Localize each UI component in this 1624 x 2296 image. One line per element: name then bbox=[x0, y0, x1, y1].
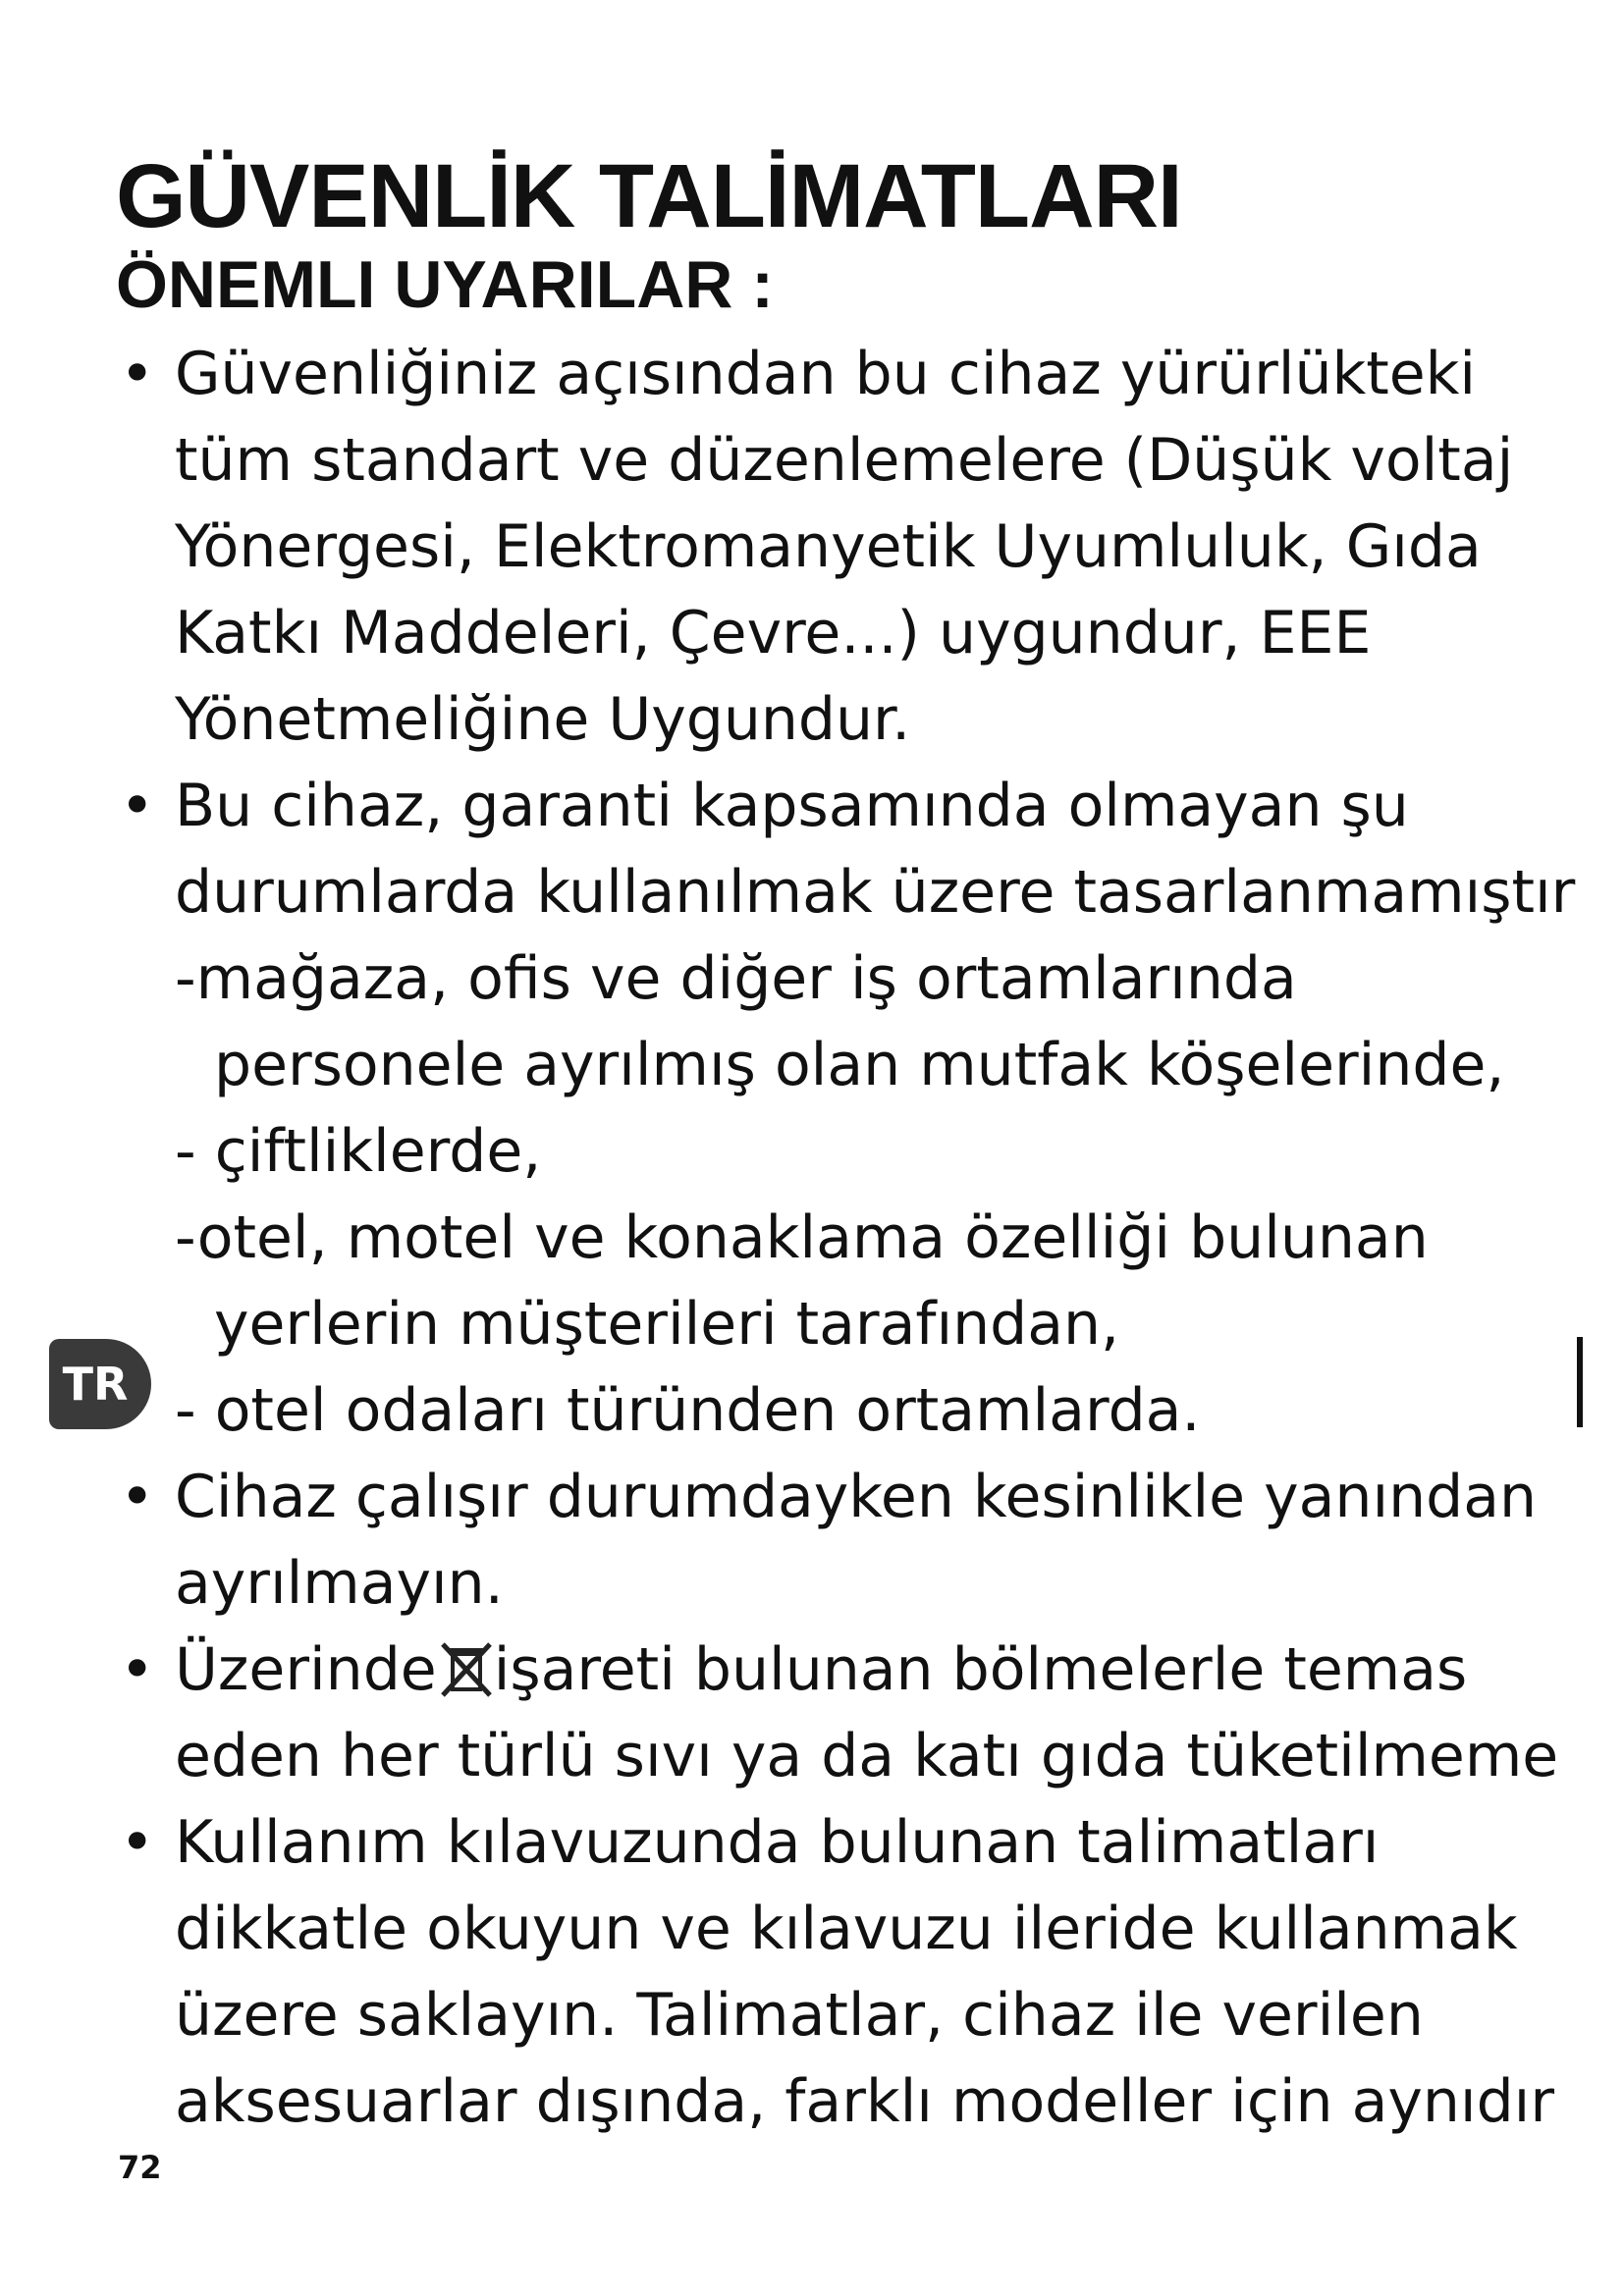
text-line: durumlarda kullanılmak üzere tasarlanmamıştır bbox=[175, 858, 1576, 927]
text-line: Yönergesi, Elektromanyetik Uyumluluk, Gıda bbox=[175, 512, 1482, 581]
text-line: yerlerin müşterileri tarafından, bbox=[214, 1290, 1120, 1359]
text-segment: Üzerinde bbox=[175, 1635, 437, 1704]
bullet: • bbox=[120, 1463, 155, 1531]
text-line: aksesuarlar dışında, farklı modeller için aynıdır bbox=[175, 2067, 1554, 2136]
subtitle: ÖNEMLI UYARILAR : bbox=[116, 247, 774, 322]
text-line: - çiftliklerde, bbox=[175, 1117, 542, 1186]
body-text bbox=[0, 332, 1624, 2148]
text-line: üzere saklayın. Talimatlar, cihaz ile verilen bbox=[175, 1981, 1424, 2050]
text-line: - otel odaları türünden ortamlarda. bbox=[175, 1376, 1201, 1445]
text-line bbox=[175, 1628, 1467, 1712]
text-line: Güvenliğiniz açısından bu cihaz yürürlükteki bbox=[175, 340, 1477, 408]
text-line: Bu cihaz, garanti kapsamında olmayan şu bbox=[175, 772, 1409, 840]
text-line: tüm standart ve düzenlemelere (Düşük voltaj bbox=[175, 426, 1514, 495]
text-line: dikkatle okuyun ve kılavuzu ileride kullanmak bbox=[175, 1895, 1518, 1963]
bullet: • bbox=[120, 1808, 155, 1877]
text-segment: işareti bulunan bölmelerle temas bbox=[493, 1635, 1468, 1704]
language-tab: TR bbox=[49, 1339, 151, 1429]
text-line: Kullanım kılavuzunda bulunan talimatları bbox=[175, 1808, 1380, 1877]
page-number: 72 bbox=[118, 2149, 162, 2186]
margin-mark bbox=[1577, 1337, 1583, 1427]
text-line: Yönetmeliğine Uygundur. bbox=[175, 685, 911, 754]
crossed-out-bin-icon bbox=[441, 1640, 492, 1697]
text-line: -mağaza, ofis ve diğer iş ortamlarında bbox=[175, 944, 1297, 1013]
page-title: GÜVENLİK TALİMATLARI bbox=[116, 146, 1182, 246]
text-line: personele ayrılmış olan mutfak köşelerinde, bbox=[214, 1031, 1505, 1099]
bullet: • bbox=[120, 772, 155, 840]
text-line: eden her türlü sıvı ya da katı gıda tüketilmeme bbox=[175, 1722, 1559, 1790]
text-line: ayrılmayın. bbox=[175, 1549, 504, 1618]
text-line: Cihaz çalışır durumdayken kesinlikle yanından bbox=[175, 1463, 1538, 1531]
bullet: • bbox=[120, 1635, 155, 1704]
bullet: • bbox=[120, 340, 155, 408]
text-line: Katkı Maddeleri, Çevre...) uygundur, EEE bbox=[175, 599, 1372, 667]
text-line: -otel, motel ve konaklama özelliği bulunan bbox=[175, 1203, 1429, 1272]
